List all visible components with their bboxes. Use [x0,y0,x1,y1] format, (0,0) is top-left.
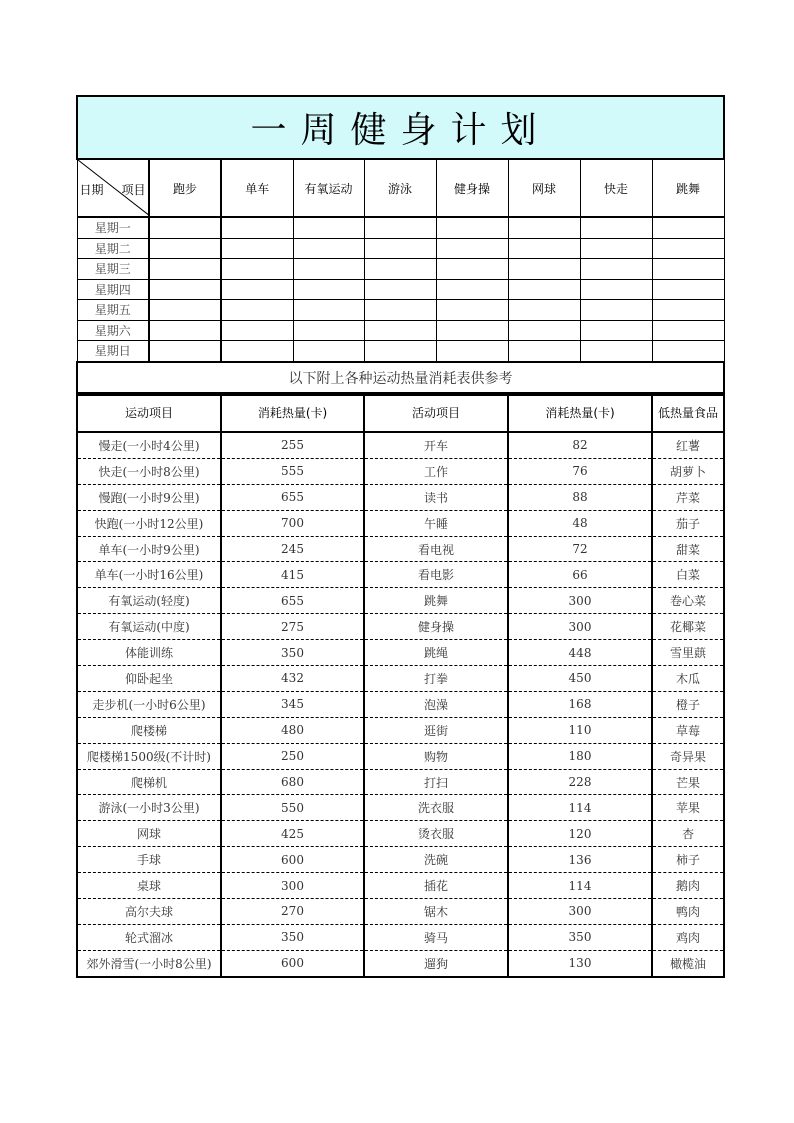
table-row [77,458,724,484]
table-cell: 开车 [364,432,508,458]
activity-header: 网球 [508,159,580,217]
table-cell: 杏 [652,821,724,847]
day-label: 星期一 [77,217,149,238]
reference-column-header: 低热量食品 [652,393,724,432]
plan-cell[interactable] [508,217,580,238]
reference-note: 以下附上各种运动热量消耗表供参考 [77,362,724,395]
table-row [77,588,724,614]
plan-cell[interactable] [652,341,724,362]
table-cell: 郊外滑雪(一小时8公里) [77,950,221,976]
plan-cell[interactable] [580,279,652,300]
day-label: 星期六 [77,320,149,341]
table-cell: 600 [221,847,364,873]
plan-cell[interactable] [652,300,724,321]
table-cell: 110 [508,717,652,743]
table-cell: 180 [508,743,652,769]
plan-cell[interactable] [580,341,652,362]
reference-header-row [77,393,724,432]
plan-cell[interactable] [436,259,508,280]
table-cell: 120 [508,821,652,847]
plan-cell[interactable] [364,341,436,362]
table-cell: 泡澡 [364,691,508,717]
table-row [77,432,724,458]
plan-cell[interactable] [652,217,724,238]
table-cell: 345 [221,691,364,717]
table-cell: 66 [508,562,652,588]
table-row [77,795,724,821]
table-cell: 锯木 [364,899,508,925]
table-cell: 鹅肉 [652,873,724,899]
table-cell: 木瓜 [652,666,724,692]
activity-header: 单车 [221,159,293,217]
table-cell: 慢跑(一小时9公里) [77,484,221,510]
table-cell: 255 [221,432,364,458]
plan-cell[interactable] [149,320,221,341]
activity-header: 跳舞 [652,159,724,217]
plan-cell[interactable] [436,238,508,259]
table-row [77,950,724,976]
table-cell: 82 [508,432,652,458]
reference-column-header: 运动项目 [77,393,221,432]
table-row [77,769,724,795]
plan-cell[interactable] [293,259,364,280]
table-cell: 烫衣服 [364,821,508,847]
table-cell: 300 [508,899,652,925]
plan-cell[interactable] [293,320,364,341]
table-cell: 600 [221,950,364,976]
table-cell: 432 [221,666,364,692]
table-row [77,666,724,692]
plan-cell[interactable] [149,300,221,321]
plan-cell[interactable] [580,300,652,321]
plan-cell[interactable] [508,279,580,300]
plan-cell[interactable] [580,238,652,259]
table-cell: 洗碗 [364,847,508,873]
day-row [77,259,724,280]
table-cell: 打拳 [364,666,508,692]
table-cell: 跳绳 [364,640,508,666]
table-row [77,536,724,562]
table-cell: 雪里蕻 [652,640,724,666]
table-cell: 卷心菜 [652,588,724,614]
table-cell: 购物 [364,743,508,769]
plan-cell[interactable] [508,238,580,259]
table-cell: 415 [221,562,364,588]
table-cell: 480 [221,717,364,743]
plan-cell[interactable] [364,217,436,238]
table-cell: 插花 [364,873,508,899]
day-row [77,300,724,321]
table-cell: 245 [221,536,364,562]
plan-cell[interactable] [508,259,580,280]
table-cell: 655 [221,484,364,510]
plan-cell[interactable] [652,238,724,259]
table-cell: 350 [221,924,364,950]
table-cell: 红薯 [652,432,724,458]
table-row [77,484,724,510]
table-cell: 300 [221,873,364,899]
plan-cell[interactable] [293,217,364,238]
plan-cell[interactable] [436,320,508,341]
table-cell: 柿子 [652,847,724,873]
table-cell: 读书 [364,484,508,510]
table-row [77,691,724,717]
plan-cell[interactable] [580,320,652,341]
plan-cell[interactable] [580,217,652,238]
plan-cell[interactable] [364,320,436,341]
table-cell: 看电影 [364,562,508,588]
table-cell: 遛狗 [364,950,508,976]
table-cell: 游泳(一小时3公里) [77,795,221,821]
table-cell: 胡萝卜 [652,458,724,484]
table-cell: 快跑(一小时12公里) [77,510,221,536]
reference-column-header: 消耗热量(卡) [508,393,652,432]
table-cell: 奇异果 [652,743,724,769]
table-cell: 450 [508,666,652,692]
table-cell: 白菜 [652,562,724,588]
plan-cell[interactable] [652,320,724,341]
table-cell: 228 [508,769,652,795]
plan-cell[interactable] [508,341,580,362]
table-cell: 爬梯机 [77,769,221,795]
activity-header: 健身操 [436,159,508,217]
table-cell: 网球 [77,821,221,847]
plan-cell[interactable] [436,279,508,300]
table-cell: 48 [508,510,652,536]
table-cell: 鸭肉 [652,899,724,925]
table-cell: 555 [221,458,364,484]
plan-cell[interactable] [364,300,436,321]
table-cell: 跳舞 [364,588,508,614]
plan-cell[interactable] [293,300,364,321]
day-row [77,217,724,238]
table-row [77,899,724,925]
plan-cell[interactable] [221,341,293,362]
plan-cell[interactable] [364,279,436,300]
table-cell: 单车(一小时9公里) [77,536,221,562]
table-cell: 136 [508,847,652,873]
plan-cell[interactable] [364,238,436,259]
plan-cell[interactable] [149,259,221,280]
plan-cell[interactable] [652,279,724,300]
item-label: 项目 [121,183,146,197]
table-cell: 300 [508,588,652,614]
table-cell: 鸡肉 [652,924,724,950]
page-title: 一周健身计划 [77,96,724,159]
plan-cell[interactable] [508,300,580,321]
activity-header: 游泳 [364,159,436,217]
table-cell: 洗衣服 [364,795,508,821]
table-cell: 看电视 [364,536,508,562]
table-cell: 114 [508,873,652,899]
plan-cell[interactable] [436,217,508,238]
table-cell: 300 [508,614,652,640]
table-cell: 88 [508,484,652,510]
day-label: 星期日 [77,341,149,362]
table-row [77,717,724,743]
table-row [77,743,724,769]
table-cell: 爬楼梯 [77,717,221,743]
table-row [77,614,724,640]
plan-cell[interactable] [436,341,508,362]
table-cell: 甜菜 [652,536,724,562]
plan-cell[interactable] [508,320,580,341]
table-cell: 270 [221,899,364,925]
table-cell: 走步机(一小时6公里) [77,691,221,717]
table-cell: 草莓 [652,717,724,743]
day-row [77,341,724,362]
table-cell: 午睡 [364,510,508,536]
day-row [77,320,724,341]
table-cell: 单车(一小时16公里) [77,562,221,588]
table-cell: 轮式溜冰 [77,924,221,950]
table-cell: 有氧运动(中度) [77,614,221,640]
table-cell: 健身操 [364,614,508,640]
table-cell: 72 [508,536,652,562]
plan-cell[interactable] [149,217,221,238]
calorie-reference-table [76,392,725,978]
plan-cell[interactable] [149,238,221,259]
day-label: 星期三 [77,259,149,280]
plan-cell[interactable] [364,259,436,280]
activity-header: 有氧运动 [293,159,364,217]
plan-cell[interactable] [293,279,364,300]
table-cell: 芒果 [652,769,724,795]
table-cell: 手球 [77,847,221,873]
table-cell: 爬楼梯1500级(不计时) [77,743,221,769]
day-row [77,279,724,300]
plan-cell[interactable] [221,300,293,321]
table-cell: 76 [508,458,652,484]
date-label: 日期 [79,183,104,197]
table-row [77,640,724,666]
table-cell: 550 [221,795,364,821]
table-row [77,847,724,873]
table-cell: 橄榄油 [652,950,724,976]
table-cell: 350 [508,924,652,950]
table-cell: 逛街 [364,717,508,743]
plan-cell[interactable] [652,259,724,280]
table-cell: 体能训练 [77,640,221,666]
table-cell: 168 [508,691,652,717]
table-cell: 桌球 [77,873,221,899]
table-cell: 工作 [364,458,508,484]
table-row [77,924,724,950]
table-row [77,821,724,847]
plan-cell[interactable] [293,341,364,362]
table-cell: 茄子 [652,510,724,536]
table-cell: 250 [221,743,364,769]
plan-cell[interactable] [221,259,293,280]
diagonal-header-cell [77,159,149,217]
reference-column-header: 活动项目 [364,393,508,432]
table-cell: 425 [221,821,364,847]
activity-header: 快走 [580,159,652,217]
table-cell: 275 [221,614,364,640]
table-cell: 高尔夫球 [77,899,221,925]
table-cell: 花椰菜 [652,614,724,640]
plan-cell[interactable] [293,238,364,259]
plan-cell[interactable] [221,217,293,238]
plan-cell[interactable] [149,341,221,362]
table-cell: 骑马 [364,924,508,950]
table-cell: 芹菜 [652,484,724,510]
table-cell: 有氧运动(轻度) [77,588,221,614]
weekly-plan-table [76,95,725,396]
activity-header: 跑步 [149,159,221,217]
table-cell: 680 [221,769,364,795]
table-cell: 橙子 [652,691,724,717]
plan-cell[interactable] [221,238,293,259]
table-cell: 130 [508,950,652,976]
table-cell: 打扫 [364,769,508,795]
table-cell: 慢走(一小时4公里) [77,432,221,458]
table-cell: 350 [221,640,364,666]
day-label: 星期五 [77,300,149,321]
table-cell: 700 [221,510,364,536]
day-label: 星期四 [77,279,149,300]
table-cell: 655 [221,588,364,614]
day-label: 星期二 [77,238,149,259]
table-cell: 114 [508,795,652,821]
plan-cell[interactable] [221,320,293,341]
plan-cell[interactable] [149,279,221,300]
table-cell: 448 [508,640,652,666]
plan-cell[interactable] [580,259,652,280]
table-cell: 苹果 [652,795,724,821]
plan-cell[interactable] [221,279,293,300]
table-row [77,562,724,588]
table-row [77,510,724,536]
table-cell: 仰卧起坐 [77,666,221,692]
table-cell: 快走(一小时8公里) [77,458,221,484]
plan-cell[interactable] [436,300,508,321]
table-row [77,873,724,899]
reference-column-header: 消耗热量(卡) [221,393,364,432]
day-row [77,238,724,259]
